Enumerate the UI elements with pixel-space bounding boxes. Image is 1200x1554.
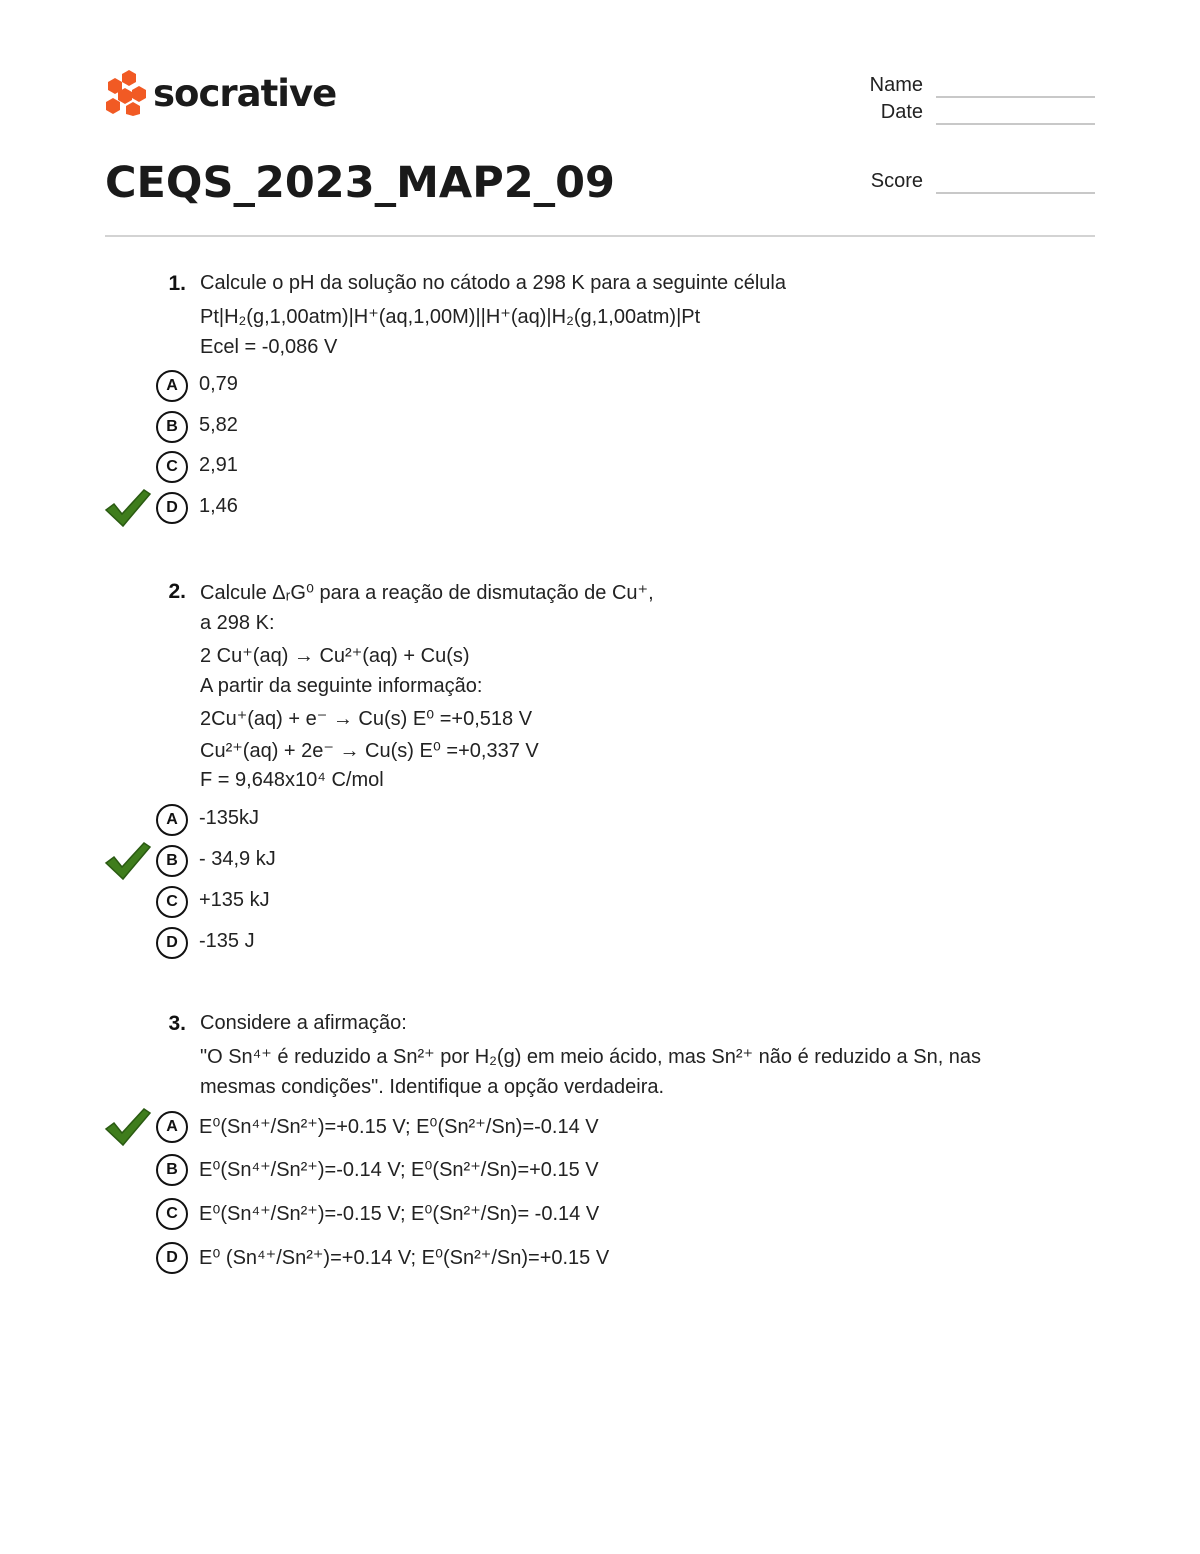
option-letter-badge: A bbox=[156, 804, 188, 836]
option-text: 0,79 bbox=[199, 373, 238, 395]
score-line bbox=[936, 192, 1095, 194]
option-letter-badge: D bbox=[156, 927, 188, 959]
question-number: 3. bbox=[168, 1012, 186, 1035]
name-field[interactable] bbox=[840, 74, 1095, 102]
name-label: Name bbox=[869, 74, 923, 96]
question-number: 2. bbox=[168, 580, 186, 603]
question-number: 1. bbox=[168, 272, 186, 295]
score-field[interactable] bbox=[840, 170, 1095, 198]
question-text-line: A partir da seguinte informação: bbox=[200, 674, 483, 697]
option-letter-badge: C bbox=[156, 886, 188, 918]
option-text: +135 kJ bbox=[199, 889, 270, 911]
question-text-line: mesmas condições". Identifique a opção verdadeira. bbox=[200, 1076, 665, 1098]
option-text: 1,46 bbox=[199, 495, 238, 517]
header-divider bbox=[105, 235, 1095, 237]
date-field[interactable] bbox=[840, 101, 1095, 129]
option-letter-badge: A bbox=[156, 370, 188, 402]
option-letter-badge: D bbox=[156, 1242, 188, 1274]
question-text-line: Ecel = -0,086 V bbox=[200, 336, 338, 358]
question-text-line: 2 Cu⁺(aq) → Cu²⁺(aq) + Cu(s) bbox=[200, 645, 470, 667]
score-label: Score bbox=[870, 170, 923, 192]
name-line bbox=[936, 96, 1095, 98]
question-text-line: "O Sn⁴⁺ é reduzido a Sn²⁺ por H₂(g) em meio ácido, mas Sn²⁺ não é reduzido a Sn, nas bbox=[200, 1046, 982, 1068]
question-text-line: Cu²⁺(aq) + 2e⁻ → Cu(s) E⁰ =+0,337 V bbox=[200, 739, 539, 762]
correct-checkmark-icon bbox=[104, 1107, 152, 1147]
date-line bbox=[936, 123, 1095, 125]
option-text: E⁰ (Sn⁴⁺/Sn²⁺)=+0.14 V; E⁰(Sn²⁺/Sn)=+0.15 V bbox=[199, 1247, 610, 1269]
question-text-line: 2Cu⁺(aq) + e⁻ → Cu(s) E⁰ =+0,518 V bbox=[200, 708, 533, 730]
option-letter-badge: A bbox=[156, 1111, 188, 1143]
option-letter-badge: D bbox=[156, 492, 188, 524]
brand-name: socrative bbox=[153, 72, 337, 115]
socrative-logo bbox=[105, 68, 335, 118]
option-text: -135 J bbox=[199, 930, 255, 952]
option-text: E⁰(Sn⁴⁺/Sn²⁺)=-0.15 V; E⁰(Sn²⁺/Sn)= -0.14 V bbox=[199, 1203, 600, 1225]
question-text-line: Calcule o pH da solução no cátodo a 298 K para a seguinte célula bbox=[200, 272, 786, 294]
option-text: - 34,9 kJ bbox=[199, 848, 276, 870]
question-text-line: Considere a afirmação: bbox=[200, 1012, 407, 1034]
correct-checkmark-icon bbox=[104, 488, 152, 528]
quiz-title: CEQS_2023_MAP2_09 bbox=[105, 158, 615, 208]
option-letter-badge: C bbox=[156, 1198, 188, 1230]
question-text-line: Pt|H₂(g,1,00atm)|H⁺(aq,1,00M)||H⁺(aq)|H₂(g,1,00atm)|Pt bbox=[200, 306, 701, 328]
correct-checkmark-icon bbox=[104, 841, 152, 881]
socrative-logo-icon bbox=[105, 68, 149, 116]
question-text-line: Calcule ΔᵣG⁰ para a reação de dismutação de Cu⁺, bbox=[200, 582, 654, 604]
option-text: E⁰(Sn⁴⁺/Sn²⁺)=+0.15 V; E⁰(Sn²⁺/Sn)=-0.14 V bbox=[199, 1116, 599, 1138]
option-letter-badge: B bbox=[156, 845, 188, 877]
option-text: 2,91 bbox=[199, 454, 238, 476]
option-text: -135kJ bbox=[199, 807, 260, 829]
option-letter-badge: C bbox=[156, 451, 188, 483]
question-text-line: F = 9,648x10⁴ C/mol bbox=[200, 769, 384, 791]
option-text: 5,82 bbox=[199, 414, 238, 436]
option-text: E⁰(Sn⁴⁺/Sn²⁺)=-0.14 V; E⁰(Sn²⁺/Sn)=+0.15 V bbox=[199, 1159, 599, 1181]
question-text-line: a 298 K: bbox=[200, 611, 275, 634]
date-label: Date bbox=[880, 101, 923, 123]
option-letter-badge: B bbox=[156, 1154, 188, 1186]
option-letter-badge: B bbox=[156, 411, 188, 443]
